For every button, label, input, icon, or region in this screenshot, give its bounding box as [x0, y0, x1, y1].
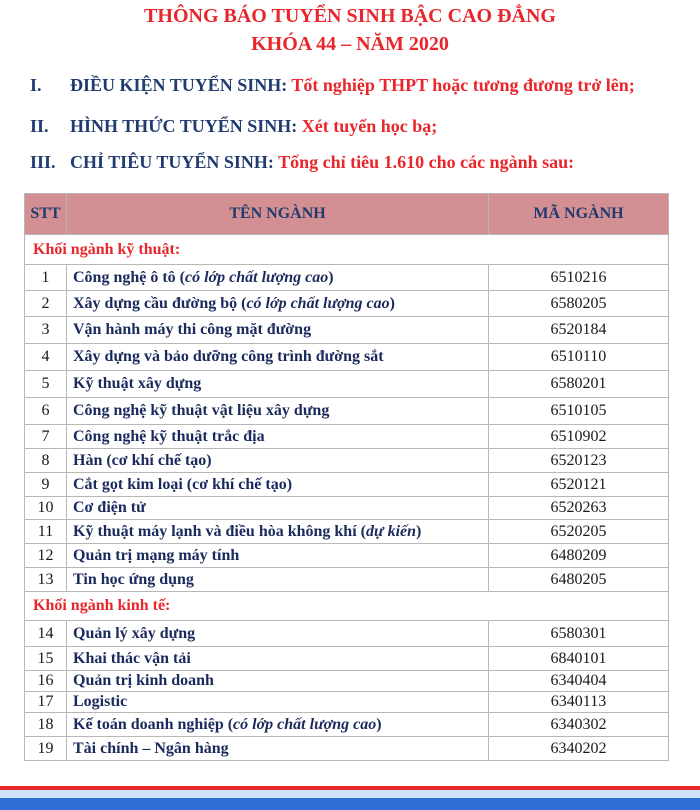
- row-stt: 2: [25, 291, 67, 317]
- section-admission-quota: [30, 151, 690, 173]
- row-major-code: 6840101: [489, 647, 669, 671]
- row-major-code: 6510216: [489, 265, 669, 291]
- major-name-text: Khai thác vận tải: [73, 649, 191, 667]
- row-major-code: 6340202: [489, 737, 669, 761]
- table-header-row: [25, 194, 669, 235]
- row-stt: 17: [25, 692, 67, 713]
- table-row: [25, 737, 669, 761]
- row-stt: 14: [25, 621, 67, 647]
- row-stt: 16: [25, 671, 67, 692]
- section-heading: HÌNH THỨC TUYỂN SINH:: [70, 116, 298, 136]
- row-major-name: [67, 671, 489, 692]
- section-admission-method: [30, 115, 690, 137]
- notice-subtitle: KHÓA 44 – NĂM 2020: [251, 33, 449, 55]
- group-label: Khối ngành kỹ thuật:: [25, 235, 669, 265]
- row-major-code: 6520184: [489, 317, 669, 344]
- row-stt: 5: [25, 371, 67, 398]
- row-major-name: [67, 398, 489, 425]
- row-major-name: [67, 544, 489, 568]
- section-heading: CHỈ TIÊU TUYỂN SINH:: [70, 152, 274, 172]
- row-major-name: [67, 425, 489, 449]
- row-major-name: [67, 265, 489, 291]
- table-row: [25, 621, 669, 647]
- row-major-code: 6520205: [489, 520, 669, 544]
- major-name-text: Công nghệ kỹ thuật trắc địa: [73, 427, 265, 445]
- table-row: [25, 568, 669, 592]
- row-major-name: [67, 497, 489, 520]
- section-value: Tốt nghiệp THPT hoặc tương đương trở lên;: [287, 75, 635, 95]
- row-major-code: 6580205: [489, 291, 669, 317]
- row-major-code: 6480205: [489, 568, 669, 592]
- major-note: dự kiến: [365, 522, 417, 540]
- major-name-text: Tài chính – Ngân hàng: [73, 739, 229, 757]
- major-name-text: Quản lý xây dựng: [73, 624, 196, 642]
- major-note-close: ): [389, 294, 395, 312]
- row-major-name: [67, 371, 489, 398]
- section-value: Tổng chỉ tiêu 1.610 cho các ngành sau:: [273, 152, 575, 172]
- row-stt: 6: [25, 398, 67, 425]
- major-name-text: Vận hành máy thi công mặt đường: [73, 321, 312, 338]
- major-name-text: Cắt gọt kim loại (cơ khí chế tạo): [73, 475, 293, 493]
- section-heading: ĐIỀU KIỆN TUYỂN SINH:: [70, 75, 288, 95]
- row-major-code: 6480209: [489, 544, 669, 568]
- major-note-close: ): [416, 522, 422, 540]
- table-row: [25, 291, 669, 317]
- table-row: [25, 317, 669, 344]
- major-name-text: Logistic: [73, 693, 128, 710]
- group-row: [25, 592, 669, 621]
- row-stt: 9: [25, 473, 67, 497]
- table-row: [25, 671, 669, 692]
- row-major-code: 6520263: [489, 497, 669, 520]
- header-major-code: MÃ NGÀNH: [489, 194, 669, 235]
- majors-table: [24, 193, 669, 761]
- section-number: II.: [30, 116, 49, 136]
- row-stt: 19: [25, 737, 67, 761]
- major-name-text: Quản trị mạng máy tính: [73, 546, 240, 564]
- row-major-code: 6510105: [489, 398, 669, 425]
- major-name-text: Xây dựng và bảo dưỡng công trình đường sắt: [73, 348, 384, 365]
- section-number: III.: [30, 152, 56, 172]
- section-admission-conditions: [30, 74, 690, 96]
- row-stt: 7: [25, 425, 67, 449]
- major-name-text: Công nghệ ô tô (: [73, 268, 186, 286]
- row-major-code: 6340113: [489, 692, 669, 713]
- row-stt: 3: [25, 317, 67, 344]
- row-major-name: [67, 473, 489, 497]
- table-row: [25, 520, 669, 544]
- row-major-code: 6520121: [489, 473, 669, 497]
- row-stt: 1: [25, 265, 67, 291]
- row-major-name: [67, 692, 489, 713]
- major-name-text: Kỹ thuật xây dựng: [73, 375, 202, 392]
- row-stt: 11: [25, 520, 67, 544]
- table-row: [25, 544, 669, 568]
- row-major-name: [67, 713, 489, 737]
- table-row: [25, 398, 669, 425]
- row-major-name: [67, 317, 489, 344]
- row-stt: 12: [25, 544, 67, 568]
- group-row: [25, 235, 669, 265]
- row-major-name: [67, 449, 489, 473]
- row-major-name: [67, 647, 489, 671]
- row-major-name: [67, 568, 489, 592]
- table-row: [25, 371, 669, 398]
- table-row: [25, 449, 669, 473]
- major-note: có lớp chất lượng cao: [185, 268, 329, 286]
- row-major-code: 6340404: [489, 671, 669, 692]
- major-name-text: Tin học ứng dụng: [73, 570, 194, 588]
- table-row: [25, 265, 669, 291]
- table-row: [25, 473, 669, 497]
- section-value: Xét tuyển học bạ;: [297, 116, 438, 136]
- row-major-code: 6510110: [489, 344, 669, 371]
- footer-light-stripe: [0, 790, 700, 798]
- major-note: có lớp chất lượng cao: [246, 294, 390, 312]
- row-major-code: 6580301: [489, 621, 669, 647]
- major-name-text: Xây dựng cầu đường bộ (: [73, 294, 247, 312]
- major-name-text: Kỹ thuật máy lạnh và điều hòa không khí (: [73, 522, 366, 540]
- row-major-name: [67, 520, 489, 544]
- table-row: [25, 344, 669, 371]
- major-note-close: ): [376, 715, 382, 733]
- section-number: I.: [30, 75, 42, 95]
- row-major-name: [67, 621, 489, 647]
- row-stt: 15: [25, 647, 67, 671]
- notice-title: THÔNG BÁO TUYỂN SINH BẬC CAO ĐẲNG: [144, 5, 556, 27]
- major-name-text: Hàn (cơ khí chế tạo): [73, 451, 212, 469]
- table-row: [25, 425, 669, 449]
- table-row: [25, 692, 669, 713]
- row-major-code: 6340302: [489, 713, 669, 737]
- major-note-close: ): [328, 268, 334, 286]
- major-name-text: Quản trị kinh doanh: [73, 672, 214, 689]
- header-major-name: TÊN NGÀNH: [67, 194, 489, 235]
- row-major-name: [67, 737, 489, 761]
- major-name-text: Công nghệ kỹ thuật vật liệu xây dựng: [73, 402, 330, 419]
- row-major-code: 6520123: [489, 449, 669, 473]
- row-stt: 18: [25, 713, 67, 737]
- table-row: [25, 647, 669, 671]
- row-major-code: 6510902: [489, 425, 669, 449]
- row-stt: 4: [25, 344, 67, 371]
- major-note: có lớp chất lượng cao: [233, 715, 377, 733]
- footer-blue-stripe: [0, 798, 700, 810]
- major-name-text: Kế toán doanh nghiệp (: [73, 715, 234, 733]
- row-stt: 13: [25, 568, 67, 592]
- row-stt: 8: [25, 449, 67, 473]
- table-row: [25, 497, 669, 520]
- group-label: Khối ngành kinh tế:: [25, 592, 669, 621]
- row-major-name: [67, 291, 489, 317]
- row-major-name: [67, 344, 489, 371]
- table-row: [25, 713, 669, 737]
- row-major-code: 6580201: [489, 371, 669, 398]
- header-stt: STT: [25, 194, 67, 235]
- row-stt: 10: [25, 497, 67, 520]
- major-name-text: Cơ điện tử: [73, 499, 146, 516]
